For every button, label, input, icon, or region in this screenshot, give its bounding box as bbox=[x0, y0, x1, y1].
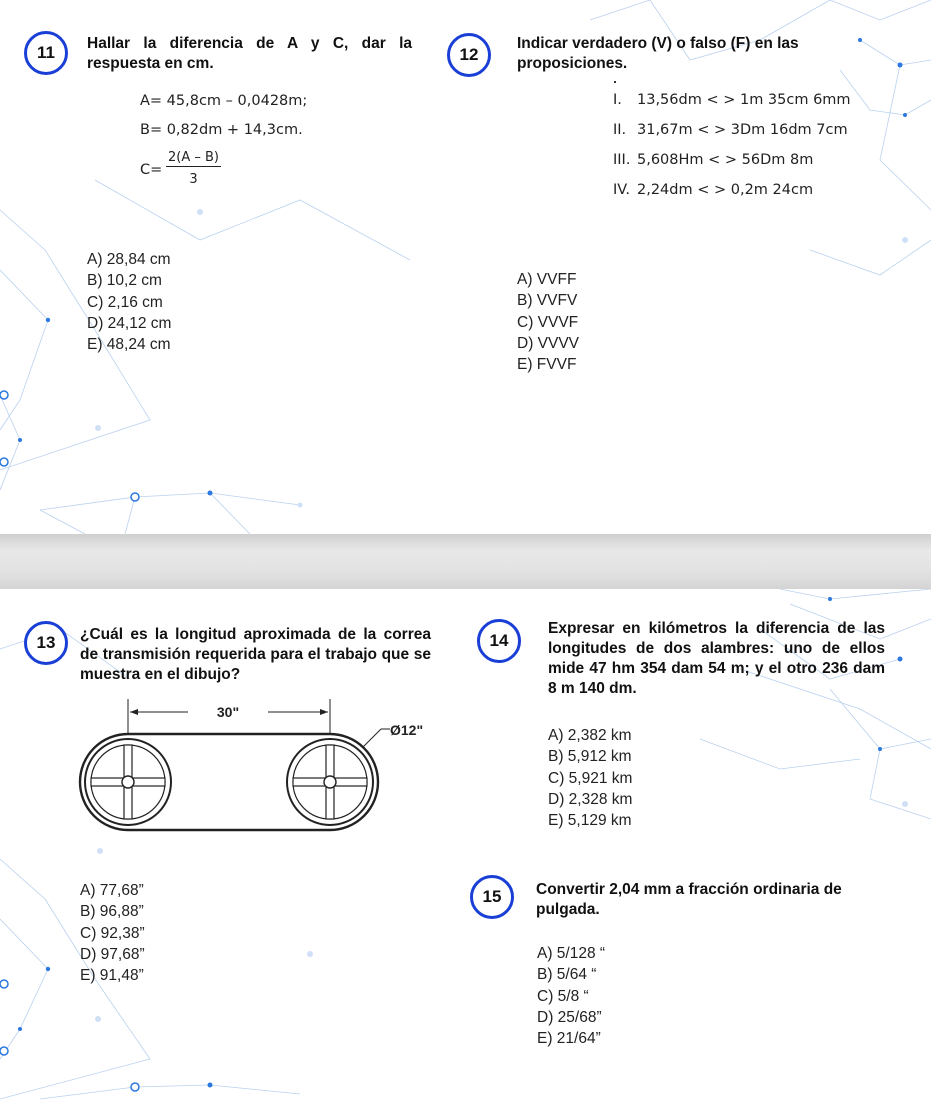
option[interactable]: C) 92,38” bbox=[80, 924, 145, 942]
right-pulley bbox=[287, 739, 373, 825]
option[interactable]: B) 10,2 cm bbox=[87, 272, 162, 290]
option[interactable]: A) 2,382 km bbox=[548, 727, 632, 744]
option[interactable]: E) 5,129 km bbox=[548, 812, 632, 830]
question-11-badge bbox=[24, 31, 68, 75]
page-separator bbox=[0, 534, 931, 589]
question-15-text: Convertir 2,04 mm a fracción ordinaria de pulgada. bbox=[536, 881, 842, 918]
question-number: 13 bbox=[36, 633, 56, 652]
question-13-options bbox=[80, 880, 145, 986]
option[interactable]: C) VVVF bbox=[517, 313, 579, 331]
page-top bbox=[0, 0, 931, 534]
option[interactable]: E) 21/64” bbox=[537, 1030, 601, 1048]
option[interactable]: E) 91,48” bbox=[80, 967, 144, 985]
question-11-text: Hallar la diferencia de A y C, dar la respuesta en cm. bbox=[87, 35, 412, 72]
option[interactable]: D) 97,68” bbox=[80, 945, 145, 963]
option[interactable]: A) 28,84 cm bbox=[87, 251, 171, 268]
option[interactable]: E) FVVF bbox=[517, 356, 577, 374]
diameter-label: Ø12" bbox=[390, 722, 424, 738]
question-14-badge bbox=[477, 619, 521, 663]
proposition-row: III. 5,608Hm < > 56Dm 8m bbox=[613, 152, 814, 168]
question-14-text: Expresar en kilómetros la diferencia de las longitudes de dos alambres: uno de ellos mide 47 hm 354 dam 54 m; y el otro 236 dam 8 m 140 dm. bbox=[548, 620, 885, 697]
question-12-text: Indicar verdadero (V) o falso (F) en las proposiciones. bbox=[517, 35, 799, 72]
distance-label: 30" bbox=[216, 704, 240, 720]
fraction-numerator: 2(A – B) bbox=[168, 150, 219, 165]
option[interactable]: D) 25/68” bbox=[537, 1008, 602, 1026]
formula-a: A= 45,8cm – 0,0428m; bbox=[140, 93, 308, 109]
option[interactable]: C) 5/8 “ bbox=[537, 987, 589, 1005]
option[interactable]: B) 5,912 km bbox=[548, 748, 632, 766]
question-12-badge bbox=[447, 33, 491, 77]
formula-c-label: C= bbox=[140, 162, 163, 178]
question-number: 11 bbox=[37, 43, 55, 62]
option[interactable]: B) VVFV bbox=[517, 292, 578, 310]
question-12-options bbox=[517, 269, 579, 375]
option[interactable]: A) 5/128 “ bbox=[537, 945, 606, 962]
question-13-badge bbox=[24, 621, 68, 665]
option[interactable]: A) VVFF bbox=[517, 271, 577, 288]
bullet-dot bbox=[614, 81, 616, 83]
question-14-options bbox=[548, 725, 632, 831]
option[interactable]: C) 5,921 km bbox=[548, 769, 633, 787]
option[interactable]: D) VVVV bbox=[517, 334, 580, 352]
formula-c-fraction bbox=[166, 150, 221, 187]
question-number: 15 bbox=[482, 887, 502, 906]
question-number: 14 bbox=[489, 631, 509, 650]
option[interactable]: D) 24,12 cm bbox=[87, 314, 172, 332]
proposition-row: IV. 2,24dm < > 0,2m 24cm bbox=[613, 182, 814, 198]
question-11-options bbox=[87, 249, 171, 355]
fraction-denominator: 3 bbox=[189, 172, 198, 187]
proposition-row: II. 31,67m < > 3Dm 16dm 7cm bbox=[613, 122, 848, 138]
option[interactable]: D) 2,328 km bbox=[548, 790, 633, 808]
question-number: 12 bbox=[459, 45, 479, 64]
option[interactable]: B) 5/64 “ bbox=[537, 966, 597, 984]
left-pulley bbox=[85, 739, 171, 825]
option[interactable]: E) 48,24 cm bbox=[87, 336, 171, 354]
option[interactable]: A) 77,68” bbox=[80, 882, 144, 899]
question-15-options bbox=[537, 943, 605, 1049]
propositions-list bbox=[613, 85, 851, 205]
option[interactable]: C) 2,16 cm bbox=[87, 293, 163, 311]
formula-b: B= 0,82dm + 14,3cm. bbox=[140, 122, 303, 138]
option[interactable]: B) 96,88” bbox=[80, 903, 144, 921]
page-bottom bbox=[0, 589, 931, 1109]
proposition-row: I. 13,56dm < > 1m 35cm 6mm bbox=[613, 92, 851, 108]
question-13-text: ¿Cuál es la longitud aproximada de la correa de transmisión requerida para el trabajo que se muestra en el dibujo? bbox=[80, 626, 431, 683]
belt-pulley-diagram bbox=[78, 694, 438, 854]
question-15-badge bbox=[470, 875, 514, 919]
